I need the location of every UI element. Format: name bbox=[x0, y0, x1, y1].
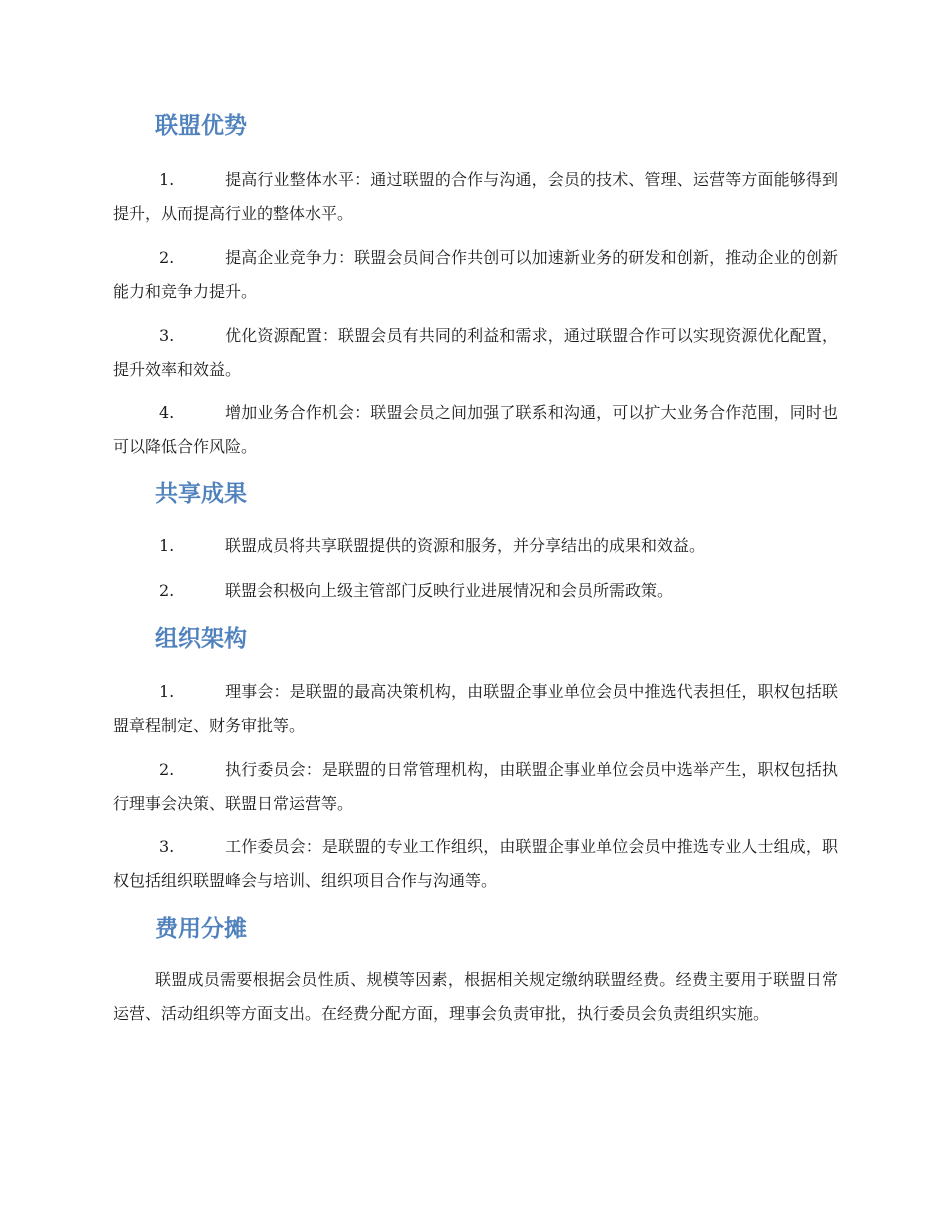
section-title-cost-sharing: 费用分摊 bbox=[155, 916, 247, 942]
list-item-text: 优化资源配置：联盟会员有共同的利益和需求，通过联盟合作可以实现资源优化配置，提升效率和效益。 bbox=[113, 326, 838, 379]
list-item-text: 工作委员会：是联盟的专业工作组织，由联盟企事业单位会员中推选专业人士组成，职权包括组织联盟峰会与培训、组织项目合作与沟通等。 bbox=[113, 837, 838, 890]
list-item bbox=[113, 241, 838, 309]
list-item-number: 1. bbox=[159, 682, 175, 701]
list-item bbox=[113, 163, 838, 231]
list-item-number: 2. bbox=[159, 248, 175, 267]
list-item-text: 理事会：是联盟的最高决策机构，由联盟企事业单位会员中推选代表担任，职权包括联盟章程制定、财务审批等。 bbox=[113, 682, 838, 735]
list-item-number: 4. bbox=[159, 403, 175, 422]
section-title-alliance-advantages: 联盟优势 bbox=[155, 113, 247, 139]
list-item-text: 提高行业整体水平：通过联盟的合作与沟通，会员的技术、管理、运营等方面能够得到提升，从而提高行业的整体水平。 bbox=[113, 170, 838, 223]
list-item-number: 3. bbox=[159, 837, 175, 856]
list-item-text: 提高企业竞争力：联盟会员间合作共创可以加速新业务的研发和创新，推动企业的创新能力和竞争力提升。 bbox=[113, 248, 838, 301]
list-item-number: 1. bbox=[159, 170, 175, 189]
list-item-text: 增加业务合作机会：联盟会员之间加强了联系和沟通，可以扩大业务合作范围，同时也可以降低合作风险。 bbox=[113, 403, 838, 456]
list-item bbox=[113, 529, 838, 563]
list-item-text: 执行委员会：是联盟的日常管理机构，由联盟企事业单位会员中选举产生，职权包括执行理事会决策、联盟日常运营等。 bbox=[113, 760, 838, 813]
list-item bbox=[113, 830, 838, 898]
list-item bbox=[113, 574, 838, 608]
section-title-shared-results: 共享成果 bbox=[155, 481, 247, 507]
section-title-organization: 组织架构 bbox=[155, 626, 247, 652]
list-item-number: 1. bbox=[159, 536, 175, 555]
list-item-number: 2. bbox=[159, 760, 175, 779]
list-item bbox=[113, 753, 838, 821]
list-item-text: 联盟会积极向上级主管部门反映行业进展情况和会员所需政策。 bbox=[225, 581, 674, 600]
list-item-number: 3. bbox=[159, 326, 175, 345]
list-item bbox=[113, 675, 838, 743]
list-item-number: 2. bbox=[159, 581, 175, 600]
cost-sharing-paragraph: 联盟成员需要根据会员性质、规模等因素，根据相关规定缴纳联盟经费。经费主要用于联盟日常运营、活动组织等方面支出。在经费分配方面，理事会负责审批，执行委员会负责组织实施。 bbox=[113, 970, 838, 1023]
list-item-text: 联盟成员将共享联盟提供的资源和服务，并分享结出的成果和效益。 bbox=[225, 536, 706, 555]
list-item bbox=[113, 396, 838, 464]
list-item bbox=[113, 319, 838, 387]
